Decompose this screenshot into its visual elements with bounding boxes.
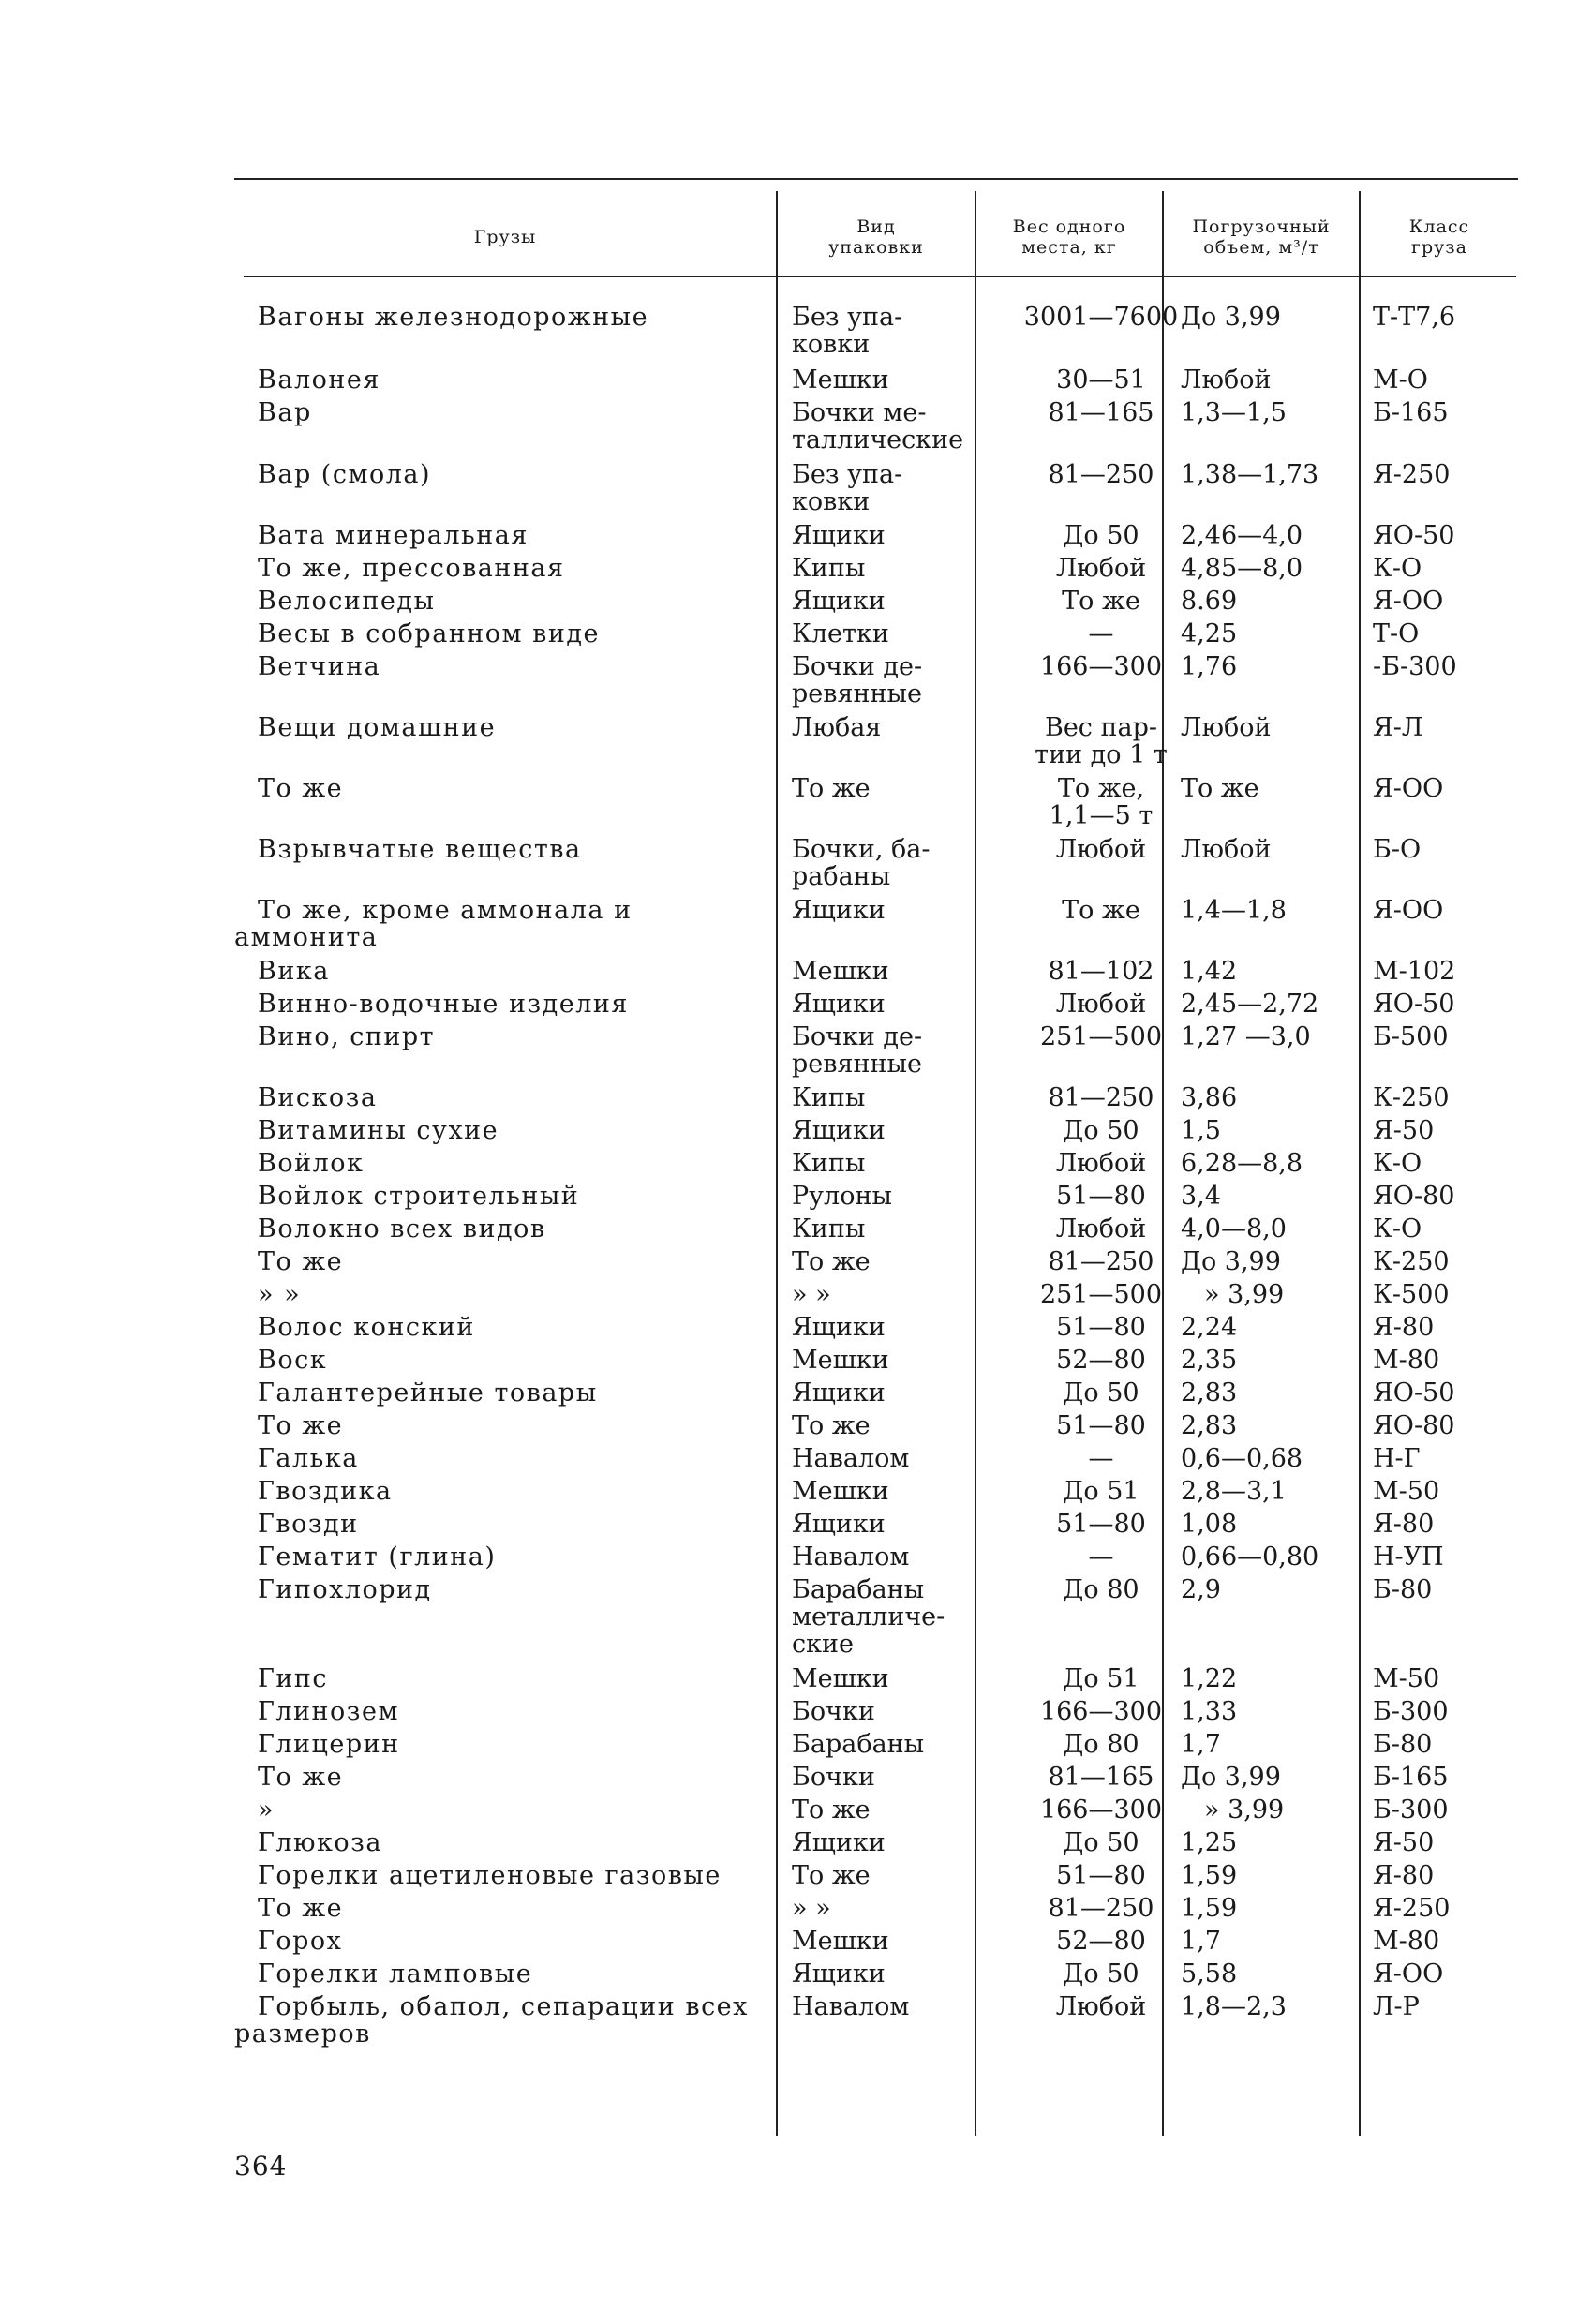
weight-cell: До 51 [1063, 1664, 1139, 1693]
packaging-cell: Ящики [792, 587, 886, 616]
cargo-class-cell: К-О [1373, 1214, 1422, 1244]
weight-cell: До 50 [1063, 1116, 1139, 1145]
cargo-name-cell: Вещи домашние [258, 713, 497, 742]
volume-cell: 3,4 [1181, 1182, 1221, 1211]
packaging-cell: Ящики [792, 1313, 886, 1342]
cargo-name-cell: Гематит (глина) [258, 1542, 497, 1572]
packaging-cell: Мешки [792, 1346, 889, 1375]
cargo-name-cell: Гипс [258, 1664, 328, 1693]
weight-cell: Любой [1055, 1214, 1147, 1244]
cargo-name-cell: Гвоздика [258, 1477, 393, 1506]
weight-cell: 81—250 [1048, 1083, 1154, 1112]
cargo-class-cell: М-80 [1373, 1927, 1440, 1956]
cargo-class-cell: К-О [1373, 554, 1422, 583]
volume-cell: 2,45—2,72 [1181, 990, 1319, 1019]
packaging-cell: Мешки [792, 1477, 889, 1506]
weight-cell: До 50 [1063, 1959, 1139, 1989]
volume-cell: » 3,99 [1204, 1795, 1285, 1825]
volume-cell: До 3,99 [1181, 303, 1281, 332]
cargo-class-cell: Я-50 [1373, 1828, 1435, 1857]
cargo-name-cell: Вата минеральная [258, 521, 529, 550]
header-bottom-rule [244, 276, 1516, 277]
volume-cell: 1,59 [1181, 1894, 1238, 1923]
cargo-class-cell: Я-ОО [1373, 774, 1444, 803]
packaging-cell: Кипы [792, 554, 866, 583]
weight-cell: 81—250 [1048, 1894, 1154, 1923]
cargo-name-cell: Витамины сухие [258, 1116, 499, 1145]
cargo-name-cell: Воск [258, 1346, 328, 1375]
cargo-class-cell: Я-80 [1373, 1510, 1435, 1539]
packaging-cell: Ящики [792, 1116, 886, 1145]
cargo-name-cell: Горелки ацетиленовые газовые [258, 1861, 722, 1890]
cargo-class-cell: М-50 [1373, 1664, 1440, 1693]
cargo-class-cell: М-О [1373, 365, 1428, 395]
cargo-class-cell: Б-165 [1373, 398, 1449, 427]
cargo-name-cell: Горох [258, 1927, 343, 1956]
cargo-class-cell: Б-500 [1373, 1022, 1449, 1051]
weight-cell: То же, 1,1—5 т [1049, 774, 1154, 830]
volume-cell: До 3,99 [1181, 1763, 1281, 1792]
cargo-class-cell: М-50 [1373, 1477, 1440, 1506]
packaging-cell: То же [792, 774, 871, 803]
cargo-class-cell: Я-50 [1373, 1116, 1435, 1145]
packaging-cell: То же [792, 1795, 871, 1825]
volume-cell: 1,25 [1181, 1828, 1238, 1857]
volume-cell: 1,27 —3,0 [1181, 1022, 1311, 1051]
packaging-cell: Мешки [792, 957, 889, 986]
weight-cell: — [1088, 1542, 1114, 1572]
weight-cell: Любой [1055, 1149, 1147, 1178]
packaging-cell: То же [792, 1411, 871, 1440]
packaging-cell: То же [792, 1247, 871, 1276]
cargo-class-cell: М-102 [1373, 957, 1456, 986]
volume-cell: 2,35 [1181, 1346, 1238, 1375]
weight-cell: До 50 [1063, 1378, 1139, 1408]
header-weight: Вес одного места, кг [1012, 216, 1126, 258]
weight-cell: До 51 [1063, 1477, 1139, 1506]
packaging-cell: Мешки [792, 365, 889, 395]
cargo-class-cell: ЯО-80 [1373, 1182, 1455, 1211]
cargo-class-cell: К-О [1373, 1149, 1422, 1178]
cargo-class-cell: Я-ОО [1373, 896, 1444, 925]
weight-cell: 166—300 [1039, 1697, 1163, 1726]
cargo-name-cell: Взрывчатые вещества [258, 835, 582, 864]
cargo-class-cell: Л-Р [1373, 1992, 1420, 2021]
cargo-name-cell: Валонея [258, 365, 380, 395]
volume-cell: 0,66—0,80 [1181, 1542, 1319, 1572]
packaging-cell: Ящики [792, 1378, 886, 1408]
cargo-name-cell: Вар [258, 398, 312, 427]
packaging-cell: Без упа- ковки [792, 460, 903, 516]
volume-cell: » 3,99 [1204, 1280, 1285, 1309]
cargo-name-cell: Вар (смола) [258, 460, 431, 489]
weight-cell: 81—165 [1048, 1763, 1154, 1792]
packaging-cell: Ящики [792, 1510, 886, 1539]
cargo-name-cell: Винно-водочные изделия [258, 990, 629, 1019]
volume-cell: 1,33 [1181, 1697, 1238, 1726]
cargo-name-cell: Велосипеды [258, 587, 436, 616]
volume-cell: 1,76 [1181, 652, 1238, 681]
volume-cell: 1,7 [1181, 1927, 1221, 1956]
packaging-cell: Ящики [792, 896, 886, 925]
cargo-class-cell: К-500 [1373, 1280, 1450, 1309]
packaging-cell: Кипы [792, 1149, 866, 1178]
weight-cell: 51—80 [1056, 1313, 1146, 1342]
weight-cell: 51—80 [1056, 1861, 1146, 1890]
weight-cell: То же [1062, 587, 1140, 616]
weight-cell: — [1088, 1444, 1114, 1473]
volume-cell: 1,59 [1181, 1861, 1238, 1890]
cargo-name-cell: Гипохлорид [258, 1575, 432, 1604]
volume-cell: 4,25 [1181, 619, 1238, 648]
volume-cell: Любой [1181, 713, 1272, 742]
volume-cell: 6,28—8,8 [1181, 1149, 1303, 1178]
cargo-name-cell: Глинозем [258, 1697, 399, 1726]
cargo-name-cell: То же [258, 1894, 344, 1923]
weight-cell: 52—80 [1056, 1346, 1146, 1375]
volume-cell: 1,08 [1181, 1510, 1238, 1539]
volume-cell: 0,6—0,68 [1181, 1444, 1303, 1473]
cargo-class-cell: Б-300 [1373, 1795, 1449, 1825]
cargo-name-cell: То же [258, 1763, 344, 1792]
weight-cell: 51—80 [1056, 1411, 1146, 1440]
cargo-class-cell: -Б-300 [1373, 652, 1457, 681]
cargo-class-cell: Я-ОО [1373, 1959, 1444, 1989]
cargo-name-cell: Вагоны железнодорожные [258, 303, 649, 332]
cargo-name-cell: То же [258, 1247, 344, 1276]
cargo-name-cell: » [258, 1795, 275, 1825]
volume-cell: 2,83 [1181, 1411, 1238, 1440]
weight-cell: 251—500 [1039, 1280, 1163, 1309]
cargo-class-cell: Б-О [1373, 835, 1422, 864]
header-cargo: Грузы [473, 227, 537, 247]
volume-cell: 1,42 [1181, 957, 1238, 986]
volume-cell: 2,24 [1181, 1313, 1238, 1342]
packaging-cell: Навалом [792, 1444, 910, 1473]
cargo-class-cell: ЯО-50 [1373, 990, 1455, 1019]
packaging-cell: Ящики [792, 1828, 886, 1857]
cargo-class-cell: Б-300 [1373, 1697, 1449, 1726]
volume-cell: 1,4—1,8 [1181, 896, 1287, 925]
volume-cell: 2,9 [1181, 1575, 1221, 1604]
cargo-class-cell: Я-80 [1373, 1861, 1435, 1890]
packaging-cell: Бочки де- ревянные [792, 652, 923, 708]
cargo-name-cell: Вино, спирт [258, 1022, 436, 1051]
weight-cell: 166—300 [1039, 1795, 1163, 1825]
cargo-name-cell: Весы в собранном виде [258, 619, 600, 648]
packaging-cell: » » [792, 1894, 831, 1923]
cargo-name-cell: Волокно всех видов [258, 1214, 546, 1244]
packaging-cell: Бочки ме- таллические [792, 398, 964, 454]
weight-cell: 51—80 [1056, 1182, 1146, 1211]
volume-cell: 1,8—2,3 [1181, 1992, 1287, 2021]
header-volume: Погрузочный объем, м³/т [1192, 216, 1331, 258]
volume-cell: 1,38—1,73 [1181, 460, 1319, 489]
weight-cell: Любой [1055, 554, 1147, 583]
packaging-cell: Барабаны металличе- ские [792, 1575, 945, 1659]
cargo-class-cell: Б-80 [1373, 1730, 1433, 1759]
weight-cell: 52—80 [1056, 1927, 1146, 1956]
volume-cell: 4,0—8,0 [1181, 1214, 1287, 1244]
packaging-cell: Бочки, ба- рабаны [792, 835, 930, 891]
cargo-name-cell: Горелки ламповые [258, 1959, 533, 1989]
cargo-class-cell: Я-80 [1373, 1313, 1435, 1342]
cargo-class-cell: Б-80 [1373, 1575, 1433, 1604]
cargo-class-cell: Т-Т7,6 [1373, 303, 1456, 332]
packaging-cell: Ящики [792, 1959, 886, 1989]
packaging-cell: Бочки [792, 1697, 875, 1726]
cargo-class-cell: Т-О [1373, 619, 1420, 648]
weight-cell: Любой [1055, 1992, 1147, 2021]
packaging-cell: Навалом [792, 1992, 910, 2021]
volume-cell: 1,22 [1181, 1664, 1238, 1693]
cargo-class-cell: Я-Л [1373, 713, 1423, 742]
volume-cell: 3,86 [1181, 1083, 1238, 1112]
volume-cell: Любой [1181, 365, 1272, 395]
cargo-name-cell: Войлок [258, 1149, 365, 1178]
cargo-class-cell: Я-250 [1373, 460, 1451, 489]
cargo-name-cell: То же [258, 774, 344, 803]
packaging-cell: Бочки [792, 1763, 875, 1792]
cargo-class-cell: Н-Г [1373, 1444, 1421, 1473]
volume-cell: Любой [1181, 835, 1272, 864]
cargo-class-cell: Н-УП [1373, 1542, 1444, 1572]
cargo-class-cell: Я-ОО [1373, 587, 1444, 616]
cargo-name-cell: Ветчина [258, 652, 381, 681]
cargo-class-cell: М-80 [1373, 1346, 1440, 1375]
weight-cell: 81—165 [1048, 398, 1154, 427]
cargo-name-cell: Войлок строительный [258, 1182, 580, 1211]
cargo-name-cell: Галька [258, 1444, 359, 1473]
cargo-name-cell: Горбыль, обапол, сепарации всех размеров [234, 1992, 749, 2048]
packaging-cell: Ящики [792, 990, 886, 1019]
cargo-class-cell: Б-165 [1373, 1763, 1449, 1792]
weight-cell: До 50 [1063, 1828, 1139, 1857]
packaging-cell: Без упа- ковки [792, 303, 903, 359]
weight-cell: 251—500 [1039, 1022, 1163, 1051]
packaging-cell: Рулоны [792, 1182, 892, 1211]
weight-cell: 166—300 [1039, 652, 1163, 681]
cargo-name-cell: Вика [258, 957, 330, 986]
volume-cell: 8.69 [1181, 587, 1238, 616]
packaging-cell: Кипы [792, 1214, 866, 1244]
weight-cell: 51—80 [1056, 1510, 1146, 1539]
cargo-class-cell: ЯО-50 [1373, 1378, 1455, 1408]
cargo-table [234, 178, 1518, 2146]
cargo-name-cell: » » [258, 1280, 302, 1309]
page-number: 364 [234, 2151, 288, 2182]
weight-cell: 81—250 [1048, 1247, 1154, 1276]
packaging-cell: Барабаны [792, 1730, 925, 1759]
packaging-cell: Клетки [792, 619, 889, 648]
volume-cell: До 3,99 [1181, 1247, 1281, 1276]
cargo-name-cell: То же [258, 1411, 344, 1440]
header-class: Класс груза [1408, 216, 1470, 258]
weight-cell: 81—102 [1048, 957, 1154, 986]
volume-cell: 4,85—8,0 [1181, 554, 1303, 583]
cargo-class-cell: К-250 [1373, 1083, 1450, 1112]
packaging-cell: » » [792, 1280, 831, 1309]
cargo-name-cell: То же, кроме аммонала и аммонита [234, 896, 633, 952]
volume-cell: 1,5 [1181, 1116, 1221, 1145]
cargo-class-cell: ЯО-80 [1373, 1411, 1455, 1440]
weight-cell: Вес пар- тии до 1 т [1035, 713, 1168, 769]
weight-cell: 3001—7600 [1023, 303, 1179, 332]
cargo-class-cell: ЯО-50 [1373, 521, 1455, 550]
volume-cell: 2,83 [1181, 1378, 1238, 1408]
packaging-cell: Ящики [792, 521, 886, 550]
cargo-name-cell: Глицерин [258, 1730, 400, 1759]
volume-cell: 1,7 [1181, 1730, 1221, 1759]
weight-cell: Любой [1055, 990, 1147, 1019]
packaging-cell: Мешки [792, 1927, 889, 1956]
packaging-cell: Кипы [792, 1083, 866, 1112]
packaging-cell: То же [792, 1861, 871, 1890]
packaging-cell: Бочки де- ревянные [792, 1022, 923, 1079]
volume-cell: 2,46—4,0 [1181, 521, 1303, 550]
cargo-class-cell: К-250 [1373, 1247, 1450, 1276]
cargo-name-cell: Глюкоза [258, 1828, 382, 1857]
volume-cell: 1,3—1,5 [1181, 398, 1287, 427]
packaging-cell: Любая [792, 713, 882, 742]
weight-cell: До 80 [1063, 1575, 1139, 1604]
cargo-name-cell: Гвозди [258, 1510, 359, 1539]
weight-cell: — [1088, 619, 1114, 648]
cargo-name-cell: Волос конский [258, 1313, 475, 1342]
volume-cell: 5,58 [1181, 1959, 1238, 1989]
packaging-cell: Навалом [792, 1542, 910, 1572]
weight-cell: 30—51 [1056, 365, 1146, 395]
weight-cell: То же [1062, 896, 1140, 925]
cargo-class-cell: Я-250 [1373, 1894, 1451, 1923]
cargo-name-cell: Вискоза [258, 1083, 378, 1112]
volume-cell: 2,8—3,1 [1181, 1477, 1287, 1506]
cargo-name-cell: То же, прессованная [258, 554, 565, 583]
weight-cell: До 50 [1063, 521, 1139, 550]
table-top-rule [234, 178, 1518, 180]
cargo-name-cell: Галантерейные товары [258, 1378, 598, 1408]
weight-cell: 81—250 [1048, 460, 1154, 489]
weight-cell: До 80 [1063, 1730, 1139, 1759]
weight-cell: Любой [1055, 835, 1147, 864]
header-packaging: Вид упаковки [828, 216, 924, 258]
volume-cell: То же [1181, 774, 1259, 803]
packaging-cell: Мешки [792, 1664, 889, 1693]
